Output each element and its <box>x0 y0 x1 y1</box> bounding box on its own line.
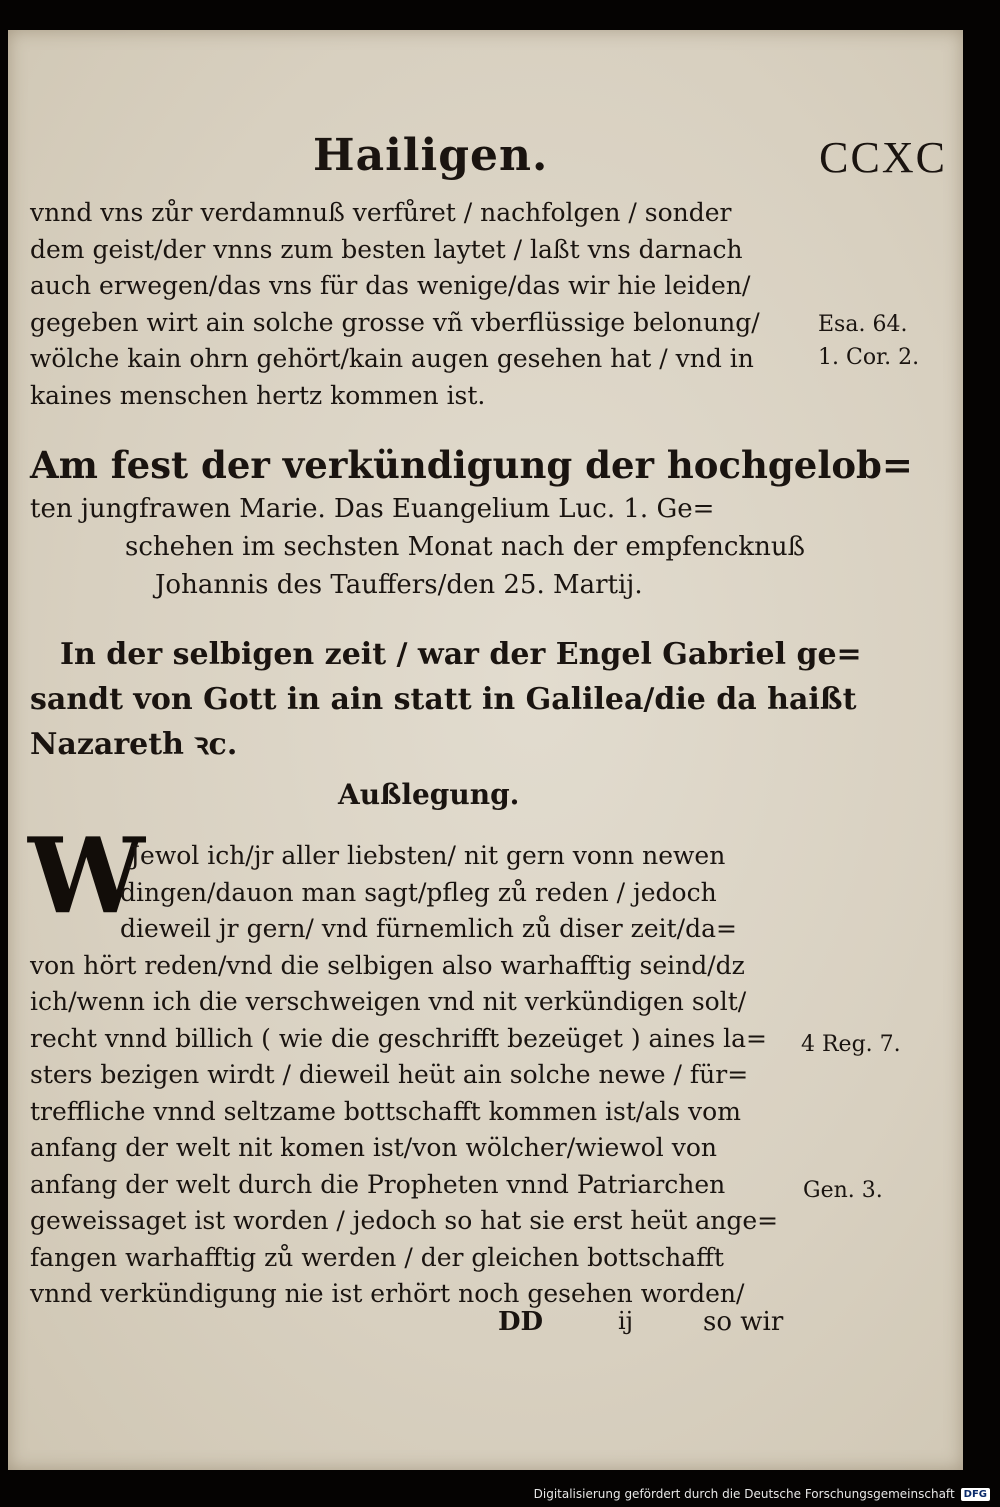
folio-number: CCXC <box>819 133 947 182</box>
text-line: kaines menschen hertz kommen ist. <box>30 380 486 410</box>
section-title: Außlegung. <box>338 778 520 811</box>
text-line: dingen/dauon man sagt/pfleg zů reden / jedoch <box>120 877 717 907</box>
text-line: geweissaget ist worden / jedoch so hat sie erst heüt ange= <box>30 1206 779 1235</box>
text-line: anfang der welt nit komen ist/von wölcher/wiewol von <box>30 1133 718 1162</box>
text-line: recht vnnd billich ( wie die geschrifft bezeüget ) aines la= <box>30 1023 767 1053</box>
margin-note-cor: 1. Cor. 2. <box>818 345 920 370</box>
drop-cap-initial: W <box>28 814 145 937</box>
gospel-verse <box>30 632 862 767</box>
body-text-top <box>30 195 760 414</box>
text-line: ich/wenn ich die verschweigen vnd nit verkündigen solt/ <box>30 987 747 1016</box>
heading-line: Am fest der verkündigung der hochgelob= <box>30 443 913 487</box>
text-line: Jewol ich/jr aller liebsten/ nit gern vonn newen <box>130 841 726 870</box>
text-line: auch erwegen/das vns für das wenige/das wir hie leiden/ <box>30 271 751 300</box>
footer-credit: Digitalisierung gefördert durch die Deutsche Forschungsgemeinschaft <box>533 1487 955 1501</box>
text-line: treffliche vnnd seltzame bottschafft kommen ist/als vom <box>30 1096 741 1126</box>
text-line: anfang der welt durch die Propheten vnnd Patriarchen <box>30 1169 726 1199</box>
text-line: wölche kain ohrn gehört/kain augen gesehen hat / vnd in <box>30 344 754 373</box>
text-line: von hört reden/vnd die selbigen also warhafftig seind/dz <box>30 950 745 980</box>
text-line: fangen warhafftig zů werden / der gleichen bottschafft <box>30 1242 724 1272</box>
text-line: dem geist/der vnns zum besten laytet / laßt vns darnach <box>30 234 743 264</box>
text-line: vnnd verkündigung nie ist erhört noch gesehen worden/ <box>30 1279 745 1308</box>
dfg-logo-icon: DFG <box>961 1488 990 1501</box>
running-head <box>8 130 963 190</box>
digitization-footer <box>534 1487 990 1501</box>
book-page <box>8 30 963 1470</box>
margin-note-esa: Esa. 64. <box>818 312 908 337</box>
text-line: dieweil jr gern/ vnd fürnemlich zů diser zeit/da= <box>120 914 737 943</box>
gospel-line: sandt von Gott in ain statt in Galilea/die da haißt <box>30 682 857 717</box>
running-head-title: Hailigen. <box>313 130 549 181</box>
text-line: sters bezigen wirdt / dieweil heüt ain solche newe / für= <box>30 1060 749 1089</box>
gospel-line: In der selbigen zeit / war der Engel Gabriel ge= <box>60 637 862 672</box>
signature-mark: DD <box>498 1307 544 1337</box>
margin-note-gen: Gen. 3. <box>803 1178 883 1203</box>
heading-line: Johannis des Tauffers/den 25. Martij. <box>155 570 643 600</box>
body-text-main <box>30 838 778 1313</box>
heading-line: schehen im sechsten Monat nach der empfencknuß <box>125 532 806 562</box>
gospel-line: Nazareth ꝛc. <box>30 727 238 762</box>
heading-line: ten jungfrawen Marie. Das Euangelium Luc. 1. Ge= <box>30 494 715 524</box>
text-line: gegeben wirt ain solche grosse vñ vberflüssige belonung/ <box>30 307 760 337</box>
signature-number: ij <box>618 1307 634 1335</box>
feast-heading <box>30 440 913 604</box>
catchword: so wir <box>703 1307 784 1337</box>
margin-note-reg: 4 Reg. 7. <box>801 1032 901 1057</box>
text-line: vnnd vns zůr verdamnuß verfůret / nachfolgen / sonder <box>30 198 732 227</box>
